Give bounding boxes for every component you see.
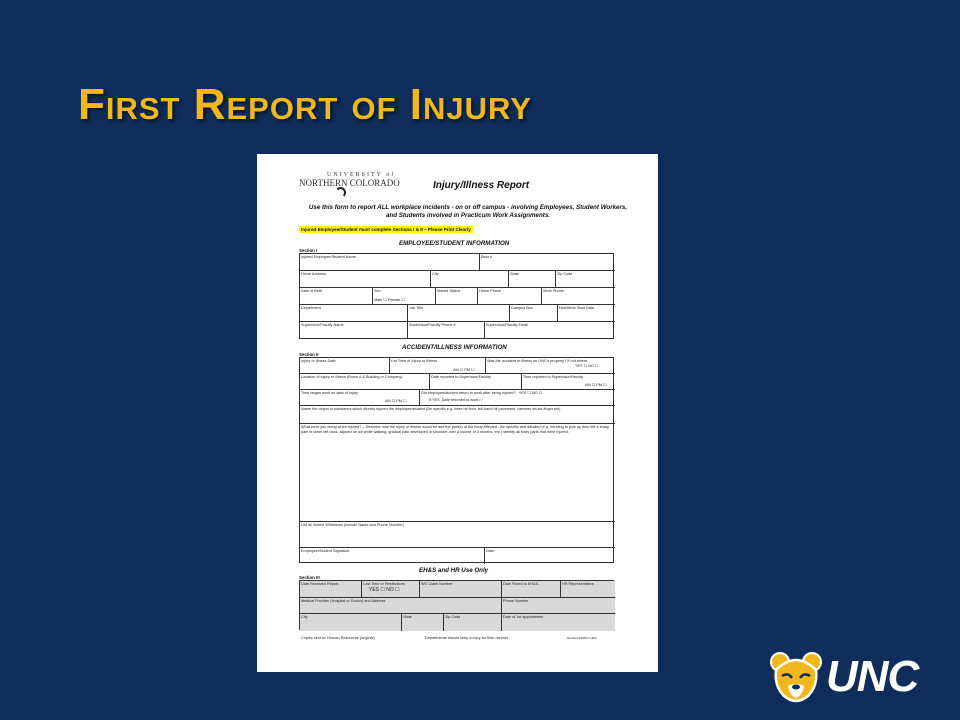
field-lost-time: [362, 581, 420, 598]
field-object-substance: Name the object or substance which directly injured the employee/student (Be specific e.g. knee hit floor, fell-hand hit pavement, hammer struck finger etc): [300, 406, 615, 424]
field-time-reported-ampm: AM ☐ PM ☐: [585, 382, 607, 387]
field-return-to-work: [420, 390, 615, 406]
field-hire-date: Hire/Work Start Date: [558, 305, 615, 322]
section1-grid: [299, 253, 614, 339]
field-first-appointment: Date of 1st appointment: [502, 614, 615, 631]
field-on-property-yesno: YES ☐ NO ☐: [575, 363, 599, 368]
section2-label: Section II: [299, 352, 319, 357]
footer-revised: Revised 04/2017 HRS: [567, 636, 597, 640]
section1-label: Section I: [299, 248, 318, 253]
form-title: Injury/Illness Report: [433, 180, 530, 191]
unc-logo-text: UNC: [826, 652, 919, 701]
field-provider-phone: Phone Number: [502, 598, 615, 614]
field-city: City: [431, 271, 509, 288]
field-date-received: Date Received Report: [300, 581, 362, 598]
section3-grid: [299, 580, 614, 630]
field-return-yesno: YES ☐ NO ☐: [518, 391, 542, 395]
field-return-date: If YES, Date returned to work / /: [429, 397, 483, 402]
field-on-property-label: Was the accident or illness on UNC's property? If not where.: [487, 359, 589, 363]
field-job-title: Job Title: [408, 305, 510, 322]
field-injury-time-label: List Time of Injury or Illness: [391, 359, 438, 363]
field-injury-time: [390, 358, 486, 374]
field-home-address: Home Address: [300, 271, 431, 288]
field-date-reported: Date reported to Supervisor/Faculty: [430, 374, 522, 390]
form-highlight: Injured Employee/Student must complete Sections I & II – Please Print Clearly: [301, 227, 471, 232]
field-injury-date: Injury or Illness Date: [300, 358, 390, 374]
field-time-began-ampm: AM ☐ PM ☐: [385, 398, 407, 403]
field-provider-city: City: [300, 614, 402, 631]
field-dob: Date of Birth: [300, 288, 373, 305]
section2-grid: [299, 357, 614, 563]
field-wc-claim: WC Claim Number: [420, 581, 502, 598]
field-name: Injured Employee/Student Name: [300, 254, 480, 271]
field-state: State: [509, 271, 556, 288]
field-injury-time-ampm: AM ☐ PM ☐: [453, 367, 475, 372]
field-sex-options: Male ☐ Female ☐: [374, 297, 405, 302]
field-supervisor-phone: Supervisor/Faculty Phone #: [408, 322, 485, 339]
section1-heading: EMPLOYEE/STUDENT INFORMATION: [399, 240, 510, 247]
university-name: NORTHERN COLORADO: [299, 178, 400, 188]
university-mark-icon: [335, 187, 346, 198]
field-provider-state: State: [402, 614, 444, 631]
section3-heading: EH&S and HR Use Only: [419, 567, 489, 574]
section2-heading: ACCIDENT/ILLNESS INFORMATION: [402, 344, 507, 351]
field-bear: Bear #: [480, 254, 615, 271]
field-lost-time-label: Lost Time or Restrictions: [363, 582, 405, 586]
field-medical-provider: Medical Provider (Hospital or Doctor) and Address: [300, 598, 502, 614]
field-witnesses: List all Violent Witnesses (include Name and Phone Number): [300, 522, 615, 548]
footer-copies: Copies sent to: Human Resources (original): [301, 636, 375, 640]
university-line: UNIVERSITY of: [327, 172, 396, 178]
slide-title: First Report of Injury: [78, 80, 532, 129]
field-return-label: Did employee/student return to work after being injured?: [421, 391, 516, 395]
field-date-faxed: Date Faxed to EH&S: [502, 581, 561, 598]
field-time-began-label: Time began work on date of injury: [301, 391, 359, 395]
field-time-began: [300, 390, 420, 406]
field-provider-zip: Zip Code: [444, 614, 502, 631]
field-supervisor-name: Supervisor/Faculty Name: [300, 322, 408, 339]
field-hr-rep: HR Representative: [561, 581, 615, 598]
unc-logo: [768, 650, 944, 706]
bear-head-icon: [768, 650, 824, 706]
field-description: What were you doing when injured? – Describe how the injury or illness occurred and the part(s) of the body affected - Be specific and detailed (e.g. bending to pick up item felt a sharp pain in lower left back, slipped on ice while walking, gradual pain developed in shoulder over a course of 3 months, etc.) identify all body parts that were injured.: [300, 424, 615, 522]
field-campus-box: Campus Box: [510, 305, 558, 322]
field-home-phone: Home Phone: [478, 288, 542, 305]
field-location: Location of injury or illness (Room # & Building or Company): [300, 374, 430, 390]
field-marital: Marital Status: [436, 288, 478, 305]
field-supervisor-email: Supervisor/Faculty Email: [486, 323, 528, 327]
field-signature-date: Date: [486, 549, 495, 553]
field-lost-time-yesno: YES ☐ NO ☐: [369, 586, 400, 593]
field-sex: [373, 288, 436, 305]
field-sex-label: Sex: [374, 289, 381, 293]
field-zip: Zip Code: [556, 271, 615, 288]
section3-label: Section III: [299, 575, 320, 580]
field-signature: Employee/Student Signature: [300, 548, 485, 564]
footer-departments: Departments should keep a copy for their records: [425, 636, 509, 640]
field-on-property: [486, 358, 615, 374]
field-time-reported-label: Time reported to Supervisor/Faculty: [523, 375, 584, 379]
field-time-reported: [522, 374, 615, 390]
field-department: Department: [300, 305, 408, 322]
field-work-phone: Work Phone: [542, 288, 615, 305]
form-intro: Use this form to report ALL workplace incidents - on or off campus - involving Employees, Student Workers, and Students involved in Practicum Work Assignments.: [308, 204, 628, 219]
injury-report-form-image: [257, 154, 658, 672]
